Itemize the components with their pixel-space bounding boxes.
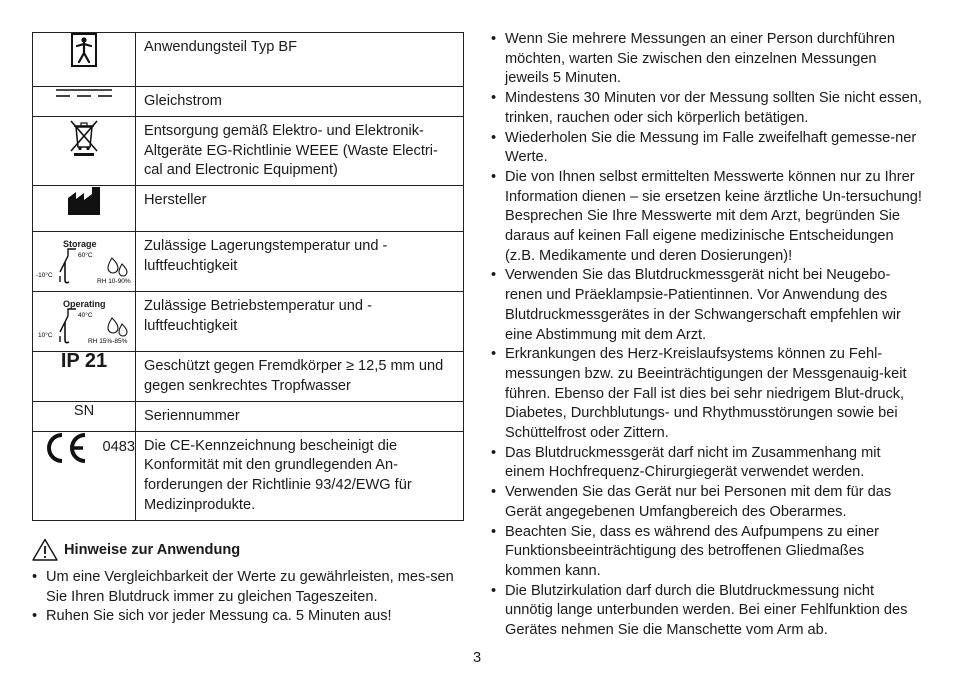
symbol-cell (33, 232, 136, 292)
list-item: • Um eine Vergleichbarkeit der Werte zu gewährleisten, mes-sen Sie Ihren Blutdruck immer zu gleichen Tageszeiten. (32, 568, 462, 607)
direct-current-icon (54, 87, 114, 99)
warning-triangle-icon (32, 538, 58, 561)
left-bullet-list (32, 568, 462, 627)
symbol-cell (33, 292, 136, 352)
list-item: • Wenn Sie mehrere Messungen an einer Person durchführen möchten, warten Sie zwischen den einzelnen Messungen jeweils 5 Minuten. (491, 30, 923, 89)
symbol-cell (33, 352, 136, 402)
table-row (33, 186, 464, 232)
table-row (33, 352, 464, 402)
warning-heading (32, 538, 240, 561)
right-bullet-list (491, 30, 923, 641)
list-item: • Ruhen Sie sich vor jeder Messung ca. 5 Minuten aus! (32, 607, 462, 627)
list-item: • Das Blutdruckmessgerät darf nicht im Zusammenhang mit einem Hochfrequenz-Chirurgiegerät verwendet werden. (491, 444, 923, 483)
list-item: • Beachten Sie, dass es während des Aufpumpens zu einer Funktionsbeeinträchtigung des betroffenen Gliedmaßes kommen kann. (491, 523, 923, 582)
list-item: • Verwenden Sie das Blutdruckmessgerät nicht bei Neugebo-renen und Präeklampsie-Patientinnen. Vor Anwendung des Blutdruckmessgerätes in der Schwangerschaft empfehlen wir eine Abstimmung mit dem Arzt. (491, 266, 923, 345)
table-row (33, 232, 464, 292)
list-item: • Die Blutzirkulation darf durch die Blutdruckmessung nicht unnötig lange unterbunden werden. Bei einer Fehlfunktion des Gerätes nehmen Sie die Manschette vom Arm ab. (491, 582, 923, 641)
table-row (33, 87, 464, 117)
list-item: • Wiederholen Sie die Messung im Falle zweifelhaft gemesse-ner Werte. (491, 129, 923, 168)
symbol-description: Entsorgung gemäß Elektro- und Elektronik-Altgeräte EG-Richtlinie WEEE (Waste Electri-cal and Electronic Equipment) (136, 116, 464, 185)
symbol-description: Geschützt gegen Fremdkörper ≥ 12,5 mm und gegen senkrechtes Tropfwasser (136, 352, 464, 402)
operating-label: Operating (63, 299, 106, 310)
symbols-table (32, 32, 464, 521)
table-row (33, 431, 464, 520)
serial-number-symbol: SN (73, 402, 95, 419)
ce-mark-icon (43, 432, 89, 464)
weee-crossed-bin-icon (67, 117, 101, 157)
list-item: • Erkrankungen des Herz-Kreislaufsystems können zu Fehl-messungen bzw. zu Beeinträchtigungen der Messgenauig-keit führen. Ebenso der Fall ist dies bei sehr niedrigem Blut-druck, Diabetes, Durchblutungs- und Rhythmusstörungen sowie bei Schüttelfrost oder Zittern. (491, 345, 923, 444)
symbol-description: Seriennummer (136, 401, 464, 431)
list-item: • Die von Ihnen selbst ermittelten Messwerte können nur zu Ihrer Information dienen – sie ersetzen keine ärztliche Un-tersuchung! Besprechen Sie Ihre Messwerte mit dem Arzt, begründen Sie daraus auf keinen Fall eigene medizinische Entscheidungen (z.B. Medikamente und deren Dosierungen)! (491, 168, 923, 267)
warning-title: Hinweise zur Anwendung (64, 541, 241, 558)
symbol-cell (33, 401, 136, 431)
table-row (33, 116, 464, 185)
humidity-label: RH 15%-85% (88, 338, 128, 346)
table-row (33, 292, 464, 352)
symbol-cell (33, 33, 136, 87)
symbol-cell (33, 186, 136, 232)
humidity-label: RH 10-90% (97, 278, 131, 286)
symbol-description: Die CE-Kennzeichnung bescheinigt die Konformität mit den grundlegenden An-forderungen der Richtlinie 93/42/EWG für Medizinprodukte. (136, 431, 464, 520)
list-item: • Verwenden Sie das Gerät nur bei Personen mit dem für das Gerät angegebenen Umfangbereich des Oberarmes. (491, 483, 923, 522)
temp-low-label: -10°C (36, 272, 53, 280)
type-bf-applied-part-icon (71, 33, 97, 67)
list-item: • Mindestens 30 Minuten vor der Messung sollten Sie nicht essen, trinken, rauchen oder sich körperlich betätigen. (491, 89, 923, 128)
temp-high-label: 40°C (78, 312, 93, 320)
symbol-description: Zulässige Betriebstemperatur und -luftfeuchtigkeit (136, 292, 464, 352)
symbol-description: Anwendungsteil Typ BF (136, 33, 464, 87)
symbol-description: Zulässige Lagerungstemperatur und -luftfeuchtigkeit (136, 232, 464, 292)
page-number: 3 (472, 650, 482, 666)
symbol-cell (33, 431, 136, 520)
table-row (33, 401, 464, 431)
symbol-description: Gleichstrom (136, 87, 464, 117)
manufacturer-icon (67, 186, 101, 216)
temp-high-label: 60°C (78, 252, 93, 260)
symbol-cell (33, 116, 136, 185)
temp-low-label: 10°C (38, 332, 53, 340)
storage-label: Storage (63, 239, 97, 250)
symbol-cell (33, 87, 136, 117)
ip-rating-symbol: IP 21 (60, 350, 108, 373)
symbol-description: Hersteller (136, 186, 464, 232)
symbols-section (32, 32, 464, 521)
notified-body-number: 0483 (102, 438, 135, 455)
table-row (33, 33, 464, 87)
